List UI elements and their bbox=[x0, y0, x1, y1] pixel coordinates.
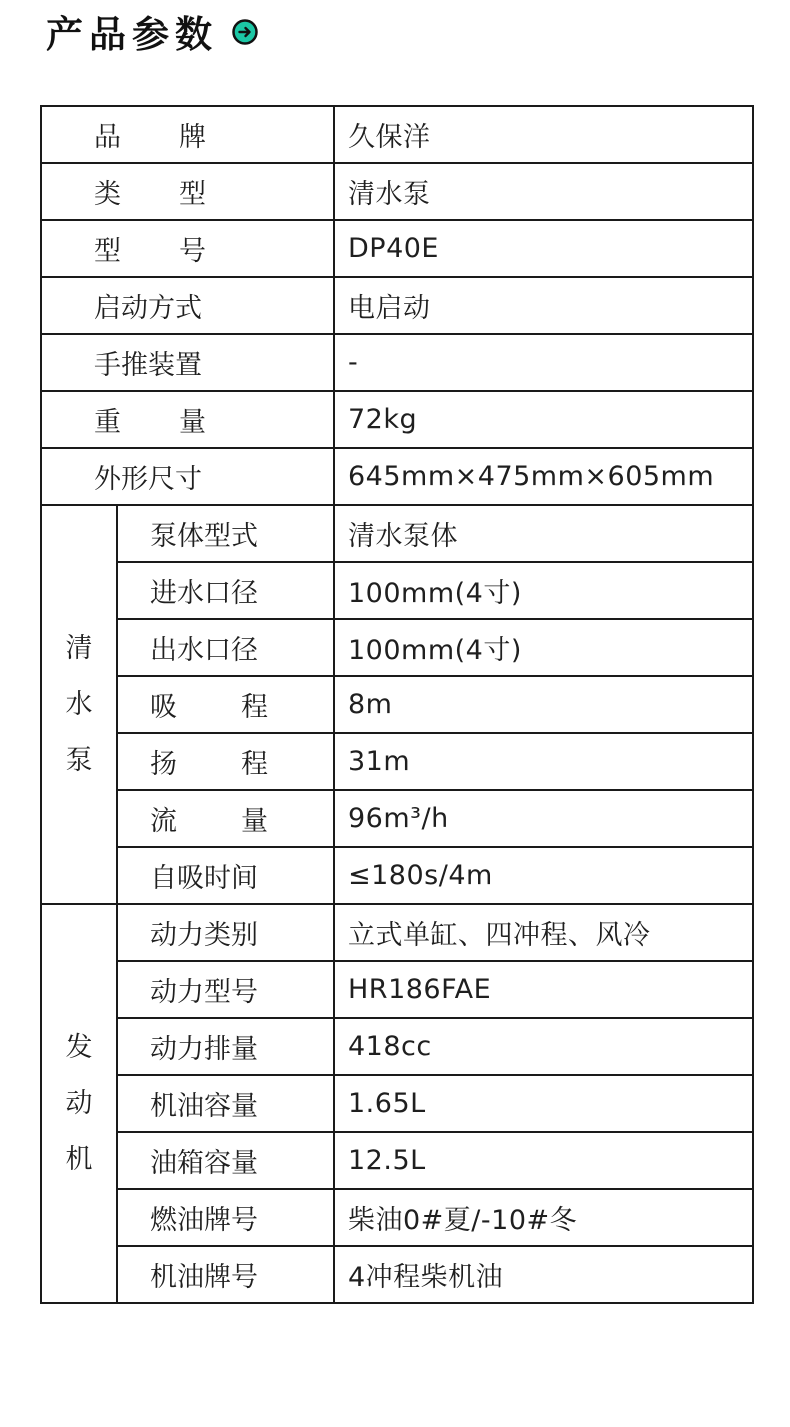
group-label-char: 发 bbox=[65, 1031, 93, 1063]
spec-table-body bbox=[41, 106, 753, 1303]
row-label: 出水口径 bbox=[150, 635, 258, 666]
table-row bbox=[41, 562, 753, 619]
group-label-char: 动 bbox=[65, 1087, 93, 1119]
row-value: 100mm(4寸) bbox=[334, 619, 753, 676]
table-row bbox=[41, 619, 753, 676]
row-label bbox=[150, 742, 268, 781]
table-row bbox=[41, 904, 753, 961]
row-value: 96m³/h bbox=[334, 790, 753, 847]
row-label-char: 吸 bbox=[150, 692, 177, 723]
group-label bbox=[42, 1020, 116, 1188]
row-label: 动力型号 bbox=[150, 977, 258, 1008]
page-header bbox=[46, 6, 258, 56]
group-label-char: 机 bbox=[65, 1143, 93, 1175]
row-label-cell bbox=[117, 1189, 334, 1246]
table-row bbox=[41, 220, 753, 277]
row-value: DP40E bbox=[334, 220, 753, 277]
table-row bbox=[41, 1018, 753, 1075]
row-label: 油箱容量 bbox=[150, 1148, 258, 1179]
row-label bbox=[150, 685, 268, 724]
row-label-cell bbox=[117, 1132, 334, 1189]
row-value: HR186FAE bbox=[334, 961, 753, 1018]
row-label-char: 量 bbox=[241, 806, 268, 837]
group-label-char: 清 bbox=[65, 632, 93, 664]
row-label-cell bbox=[117, 733, 334, 790]
row-label bbox=[150, 799, 268, 838]
row-label-cell bbox=[117, 961, 334, 1018]
row-label-char: 量 bbox=[179, 407, 206, 438]
group-label bbox=[42, 621, 116, 789]
table-row bbox=[41, 1132, 753, 1189]
table-row bbox=[41, 1246, 753, 1303]
table-row bbox=[41, 1075, 753, 1132]
table-row bbox=[41, 163, 753, 220]
row-label-cell bbox=[117, 790, 334, 847]
group-label-char: 水 bbox=[65, 688, 93, 720]
row-label-char: 程 bbox=[241, 749, 268, 780]
row-value: 立式单缸、四冲程、风冷 bbox=[334, 904, 753, 961]
row-label bbox=[94, 229, 206, 268]
row-label-char: 型 bbox=[94, 236, 121, 267]
row-value: 8m bbox=[334, 676, 753, 733]
row-label: 手推装置 bbox=[94, 350, 202, 381]
row-label bbox=[94, 115, 206, 154]
row-label-cell bbox=[117, 1246, 334, 1303]
row-label: 机油牌号 bbox=[150, 1262, 258, 1293]
row-label-cell bbox=[117, 562, 334, 619]
row-value: 清水泵 bbox=[334, 163, 753, 220]
row-label-char: 品 bbox=[94, 122, 121, 153]
row-value: 柴油0#夏/-10#冬 bbox=[334, 1189, 753, 1246]
row-value: 1.65L bbox=[334, 1075, 753, 1132]
row-label-char: 型 bbox=[179, 179, 206, 210]
row-value: 645mm×475mm×605mm bbox=[334, 448, 753, 505]
table-row bbox=[41, 1189, 753, 1246]
row-value: 4冲程柴机油 bbox=[334, 1246, 753, 1303]
row-label-char: 牌 bbox=[179, 122, 206, 153]
row-label-cell bbox=[117, 1018, 334, 1075]
table-row bbox=[41, 790, 753, 847]
arrow-right-circle-icon[interactable] bbox=[232, 19, 258, 45]
table-row bbox=[41, 505, 753, 562]
row-label-cell bbox=[117, 505, 334, 562]
row-label: 燃油牌号 bbox=[150, 1205, 258, 1236]
table-row bbox=[41, 391, 753, 448]
row-label-cell bbox=[41, 163, 334, 220]
table-row bbox=[41, 676, 753, 733]
row-label-cell bbox=[41, 334, 334, 391]
row-label-cell bbox=[41, 220, 334, 277]
row-label-cell bbox=[41, 277, 334, 334]
row-label-cell bbox=[41, 391, 334, 448]
row-label-cell bbox=[117, 619, 334, 676]
row-value: 清水泵体 bbox=[334, 505, 753, 562]
row-label-cell bbox=[117, 676, 334, 733]
row-value: ≤180s/4m bbox=[334, 847, 753, 904]
row-label-cell bbox=[117, 847, 334, 904]
row-label: 动力类别 bbox=[150, 920, 258, 951]
row-value: 100mm(4寸) bbox=[334, 562, 753, 619]
row-value: - bbox=[334, 334, 753, 391]
row-value: 31m bbox=[334, 733, 753, 790]
row-label-char: 重 bbox=[94, 407, 121, 438]
row-label-char: 扬 bbox=[150, 749, 177, 780]
row-label bbox=[94, 172, 206, 211]
row-value: 418cc bbox=[334, 1018, 753, 1075]
page-title: 产品参数 bbox=[46, 13, 218, 56]
row-label-cell bbox=[117, 904, 334, 961]
row-label-char: 程 bbox=[241, 692, 268, 723]
row-value: 72kg bbox=[334, 391, 753, 448]
row-label: 动力排量 bbox=[150, 1034, 258, 1065]
table-row bbox=[41, 334, 753, 391]
table-row bbox=[41, 961, 753, 1018]
row-label-cell bbox=[41, 106, 334, 163]
row-value: 久保洋 bbox=[334, 106, 753, 163]
row-label: 外形尺寸 bbox=[94, 464, 202, 495]
row-label: 进水口径 bbox=[150, 578, 258, 609]
group-cell-pump bbox=[41, 505, 117, 904]
table-row bbox=[41, 733, 753, 790]
table-row bbox=[41, 847, 753, 904]
row-label: 自吸时间 bbox=[150, 863, 258, 894]
row-value: 电启动 bbox=[334, 277, 753, 334]
spec-table bbox=[40, 105, 754, 1304]
row-label: 机油容量 bbox=[150, 1091, 258, 1122]
row-label-cell bbox=[41, 448, 334, 505]
row-value: 12.5L bbox=[334, 1132, 753, 1189]
table-row bbox=[41, 106, 753, 163]
group-label-char: 泵 bbox=[65, 744, 93, 776]
row-label-cell bbox=[117, 1075, 334, 1132]
row-label: 泵体型式 bbox=[150, 521, 258, 552]
row-label-char: 号 bbox=[179, 236, 206, 267]
table-row bbox=[41, 448, 753, 505]
group-cell-engine bbox=[41, 904, 117, 1303]
table-row bbox=[41, 277, 753, 334]
row-label-char: 类 bbox=[94, 179, 121, 210]
row-label: 启动方式 bbox=[94, 293, 202, 324]
row-label bbox=[94, 400, 206, 439]
row-label-char: 流 bbox=[150, 806, 177, 837]
